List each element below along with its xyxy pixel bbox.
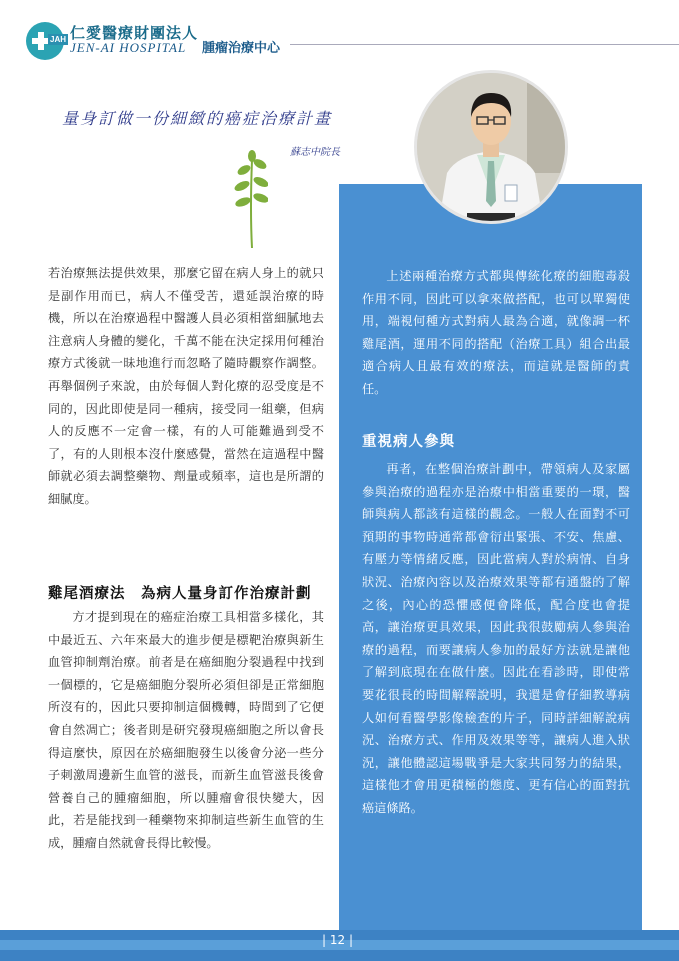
- right-section-heading: 重視病人參與: [362, 434, 455, 450]
- paragraph-text: 上述兩種治療方式都與傳統化療的細胞毒殺作用不同，因此可以拿來做搭配，也可以單獨使用，端視何種方式對病人最為合適，就像調一杯雞尾酒，運用不同的搭配（治療工具）組合出最適合病人且最有效的療法，而這就是醫師的責任。: [362, 269, 630, 396]
- paragraph-text: 若治療無法提供效果，那麼它留在病人身上的就只是副作用而已，病人不僅受苦，還延誤治療的時機，所以在治療過程中醫護人員必須相當細膩地去注意病人身體的變化，千萬不能在決定採用何種治療方式後就一昧地進行而忽略了隨時觀察作調整。再舉個例子來說，由於每個人對化療的忍受度是不同的，因此即使是同一種病，接受同一組藥，但病人的反應不一定會一樣，有的人可能難過到受不了，有的人則根本沒什麼感覺，當然在這過程中醫師就必須去調整藥物、劑量或頻率，這也是所謂的細膩度。: [48, 266, 324, 506]
- page-number: | 12 |: [322, 933, 353, 947]
- paragraph-text: 方才提到現在的癌症治療工具相當多樣化，其中最近五、六年來最大的進步便是標靶治療與新生血管抑制劑治療。前者是在癌細胞分裂過程中找到一個標的，它是癌細胞分裂所必須但卻是正常細胞所沒有的，因此只要抑制這個機轉，時間到了它便會自然凋亡；後者則是研究發現癌細胞之所以會長得這麼快，原因在於癌細胞發生以後會分泌一些分子刺激周邊新生血管的滋長，而新生血管滋長後會營養自己的腫瘤細胞，所以腫瘤會很快變大，因此，若是能找到一種藥物來抑制這些新生血管的生成，腫瘤自然就會長得比較慢。: [48, 610, 324, 850]
- doctor-portrait: [414, 70, 568, 224]
- left-section-heading: 雞尾酒療法 為病人量身訂作治療計劃: [48, 586, 312, 602]
- paragraph-text: 再者，在整個治療計劃中，帶領病人及家屬參與治療的過程亦是治療中相當重要的一環，醫師與病人都該有這樣的觀念。一般人在面對不可預期的事物時通常都會衍出緊張、不安、焦慮、有壓力等情緒反應，因此當病人對於病情、自身狀況、治療內容以及治療效果等都有通盤的了解之後，內心的恐懼感便會降低，配合度也會提高，讓治療更具效果，因此我很鼓勵病人參與治療的過程，而要讓病人參加的最好方法就是讓他了解到底現在在做什麼。因此在看診時，即使常要花很長的時間解釋說明，我還是會仔細教導病人如何看醫學影像檢查的片子，同時詳細解說病況、治療方式、作用及效果等等，讓病人進入狀況，讓他體認這場戰爭是大家共同努力的結果，這樣他才會用更積極的態度、更有信心的面對抗癌這條路。: [362, 462, 630, 815]
- left-column-paragraph-2: [48, 606, 324, 855]
- right-column-paragraph-2: [362, 458, 630, 820]
- org-name-english: JEN-AI HOSPITAL: [70, 40, 187, 55]
- logo-badge: JAH: [50, 35, 67, 44]
- leaf-branch-icon: [232, 150, 268, 250]
- article-author: 蘇志中院長: [290, 147, 340, 158]
- left-column-paragraph-1: [48, 262, 324, 511]
- right-column-paragraph-1: [362, 265, 630, 401]
- department-name: 腫瘤治療中心: [202, 41, 281, 56]
- header-divider: [290, 44, 679, 45]
- article-title: 量身訂做一份細緻的癌症治療計畫: [62, 109, 333, 128]
- org-name-chinese: 仁愛醫療財團法人: [70, 24, 199, 42]
- hospital-logo: [26, 22, 67, 60]
